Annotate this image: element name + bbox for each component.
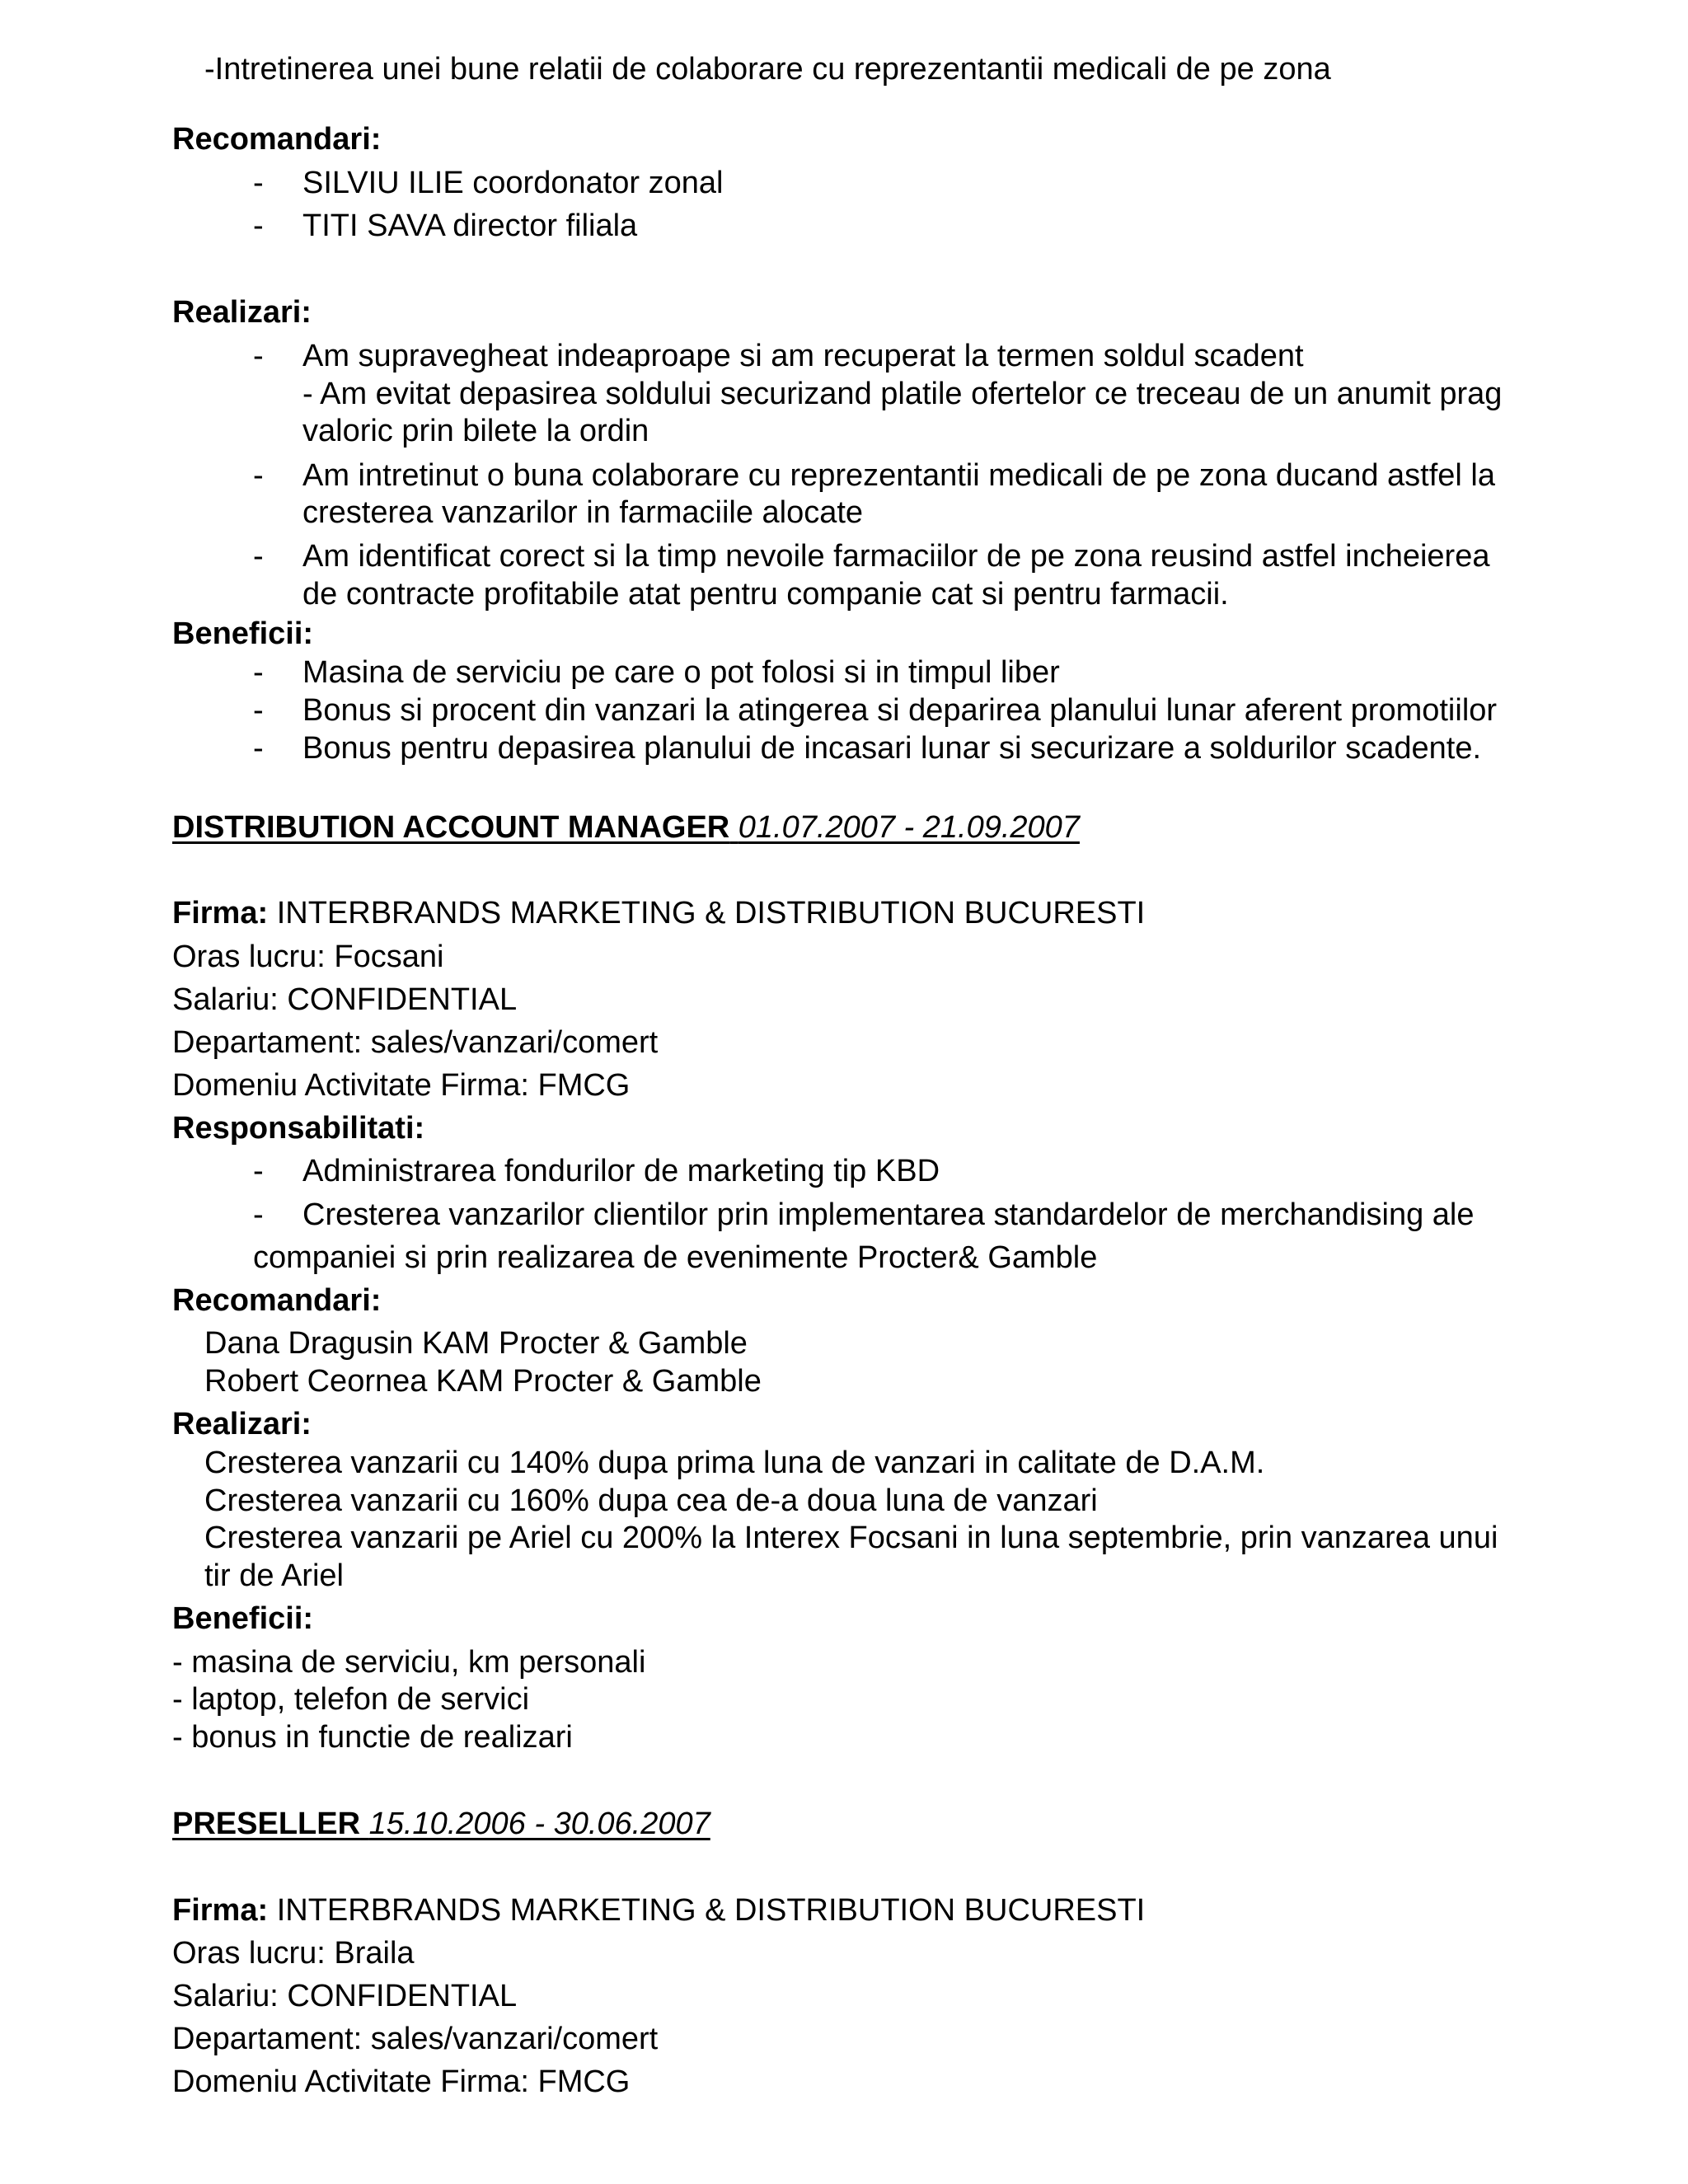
recomandare-item: SILVIU ILIE coordonator zonal [302,166,724,200]
job-title-line [172,1805,710,1843]
responsabilitate-item: Cresterea vanzarilor clientilor prin implementarea standardelor de merchandising ale [302,1197,1475,1232]
firma-value: INTERBRANDS MARKETING & DISTRIBUTION BUCURESTI [268,896,1146,930]
salariu-line: Salariu: CONFIDENTIAL [172,982,518,1017]
recomandare-item: Robert Ceornea KAM Procter & Gamble [204,1364,762,1399]
beneficii-heading: Beneficii: [172,616,314,651]
recomandare-item: TITI SAVA director filiala [302,209,638,243]
domeniu-line: Domeniu Activitate Firma: FMCG [172,2064,631,2099]
realizare-line: Am supravegheat indeaproape si am recuperat la termen soldul scadent [302,339,1304,373]
oras-line: Oras lucru: Focsani [172,940,444,974]
job-period: 01.07.2007 - 21.09.2007 [738,810,1080,845]
responsabilitate-item: companiei si prin realizarea de evenimente Procter& Gamble [253,1240,1098,1275]
realizari-heading: Realizari: [172,295,312,330]
recomandari-heading: Recomandari: [172,122,382,157]
firma-value: INTERBRANDS MARKETING & DISTRIBUTION BUCURESTI [268,1893,1146,1928]
realizare-line: valoric prin bilete la ordin [302,414,649,448]
job-period: 15.10.2006 - 30.06.2007 [368,1807,710,1841]
bullet-dash: - [253,166,264,200]
job-title: PRESELLER [172,1807,361,1841]
bullet-dash: - [253,209,264,243]
firma-label: Firma: [172,1893,269,1928]
realizare-line: de contracte profitabile atat pentru companie cat si pentru farmacii. [302,577,1229,612]
realizari-heading: Realizari: [172,1407,312,1441]
recomandare-item: Dana Dragusin KAM Procter & Gamble [204,1326,748,1361]
beneficiu-item: - laptop, telefon de servici [172,1682,530,1717]
realizare-line: Am identificat corect si la timp nevoile farmaciilor de pe zona reusind astfel incheierea [302,539,1490,574]
bullet-dash: - [253,731,264,766]
realizare-line: Cresterea vanzarii cu 140% dupa prima luna de vanzari in calitate de D.A.M. [204,1446,1265,1480]
domeniu-line: Domeniu Activitate Firma: FMCG [172,1068,631,1103]
bullet-dash: - [253,655,264,690]
bullet-dash: - [253,693,264,728]
realizare-line: Cresterea vanzarii pe Ariel cu 200% la Interex Focsani in luna septembrie, prin vanzarea unui [204,1521,1498,1555]
beneficiu-item: - masina de serviciu, km personali [172,1645,646,1680]
salariu-line: Salariu: CONFIDENTIAL [172,1979,518,2013]
job-title-line [172,808,1080,846]
bullet-dash: - [253,458,264,493]
realizare-line: - Am evitat depasirea soldului securizand platile ofertelor ce treceau de un anumit prag [302,377,1503,411]
realizare-line: cresterea vanzarilor in farmaciile alocate [302,495,864,530]
realizare-line: Am intretinut o buna colaborare cu reprezentantii medicali de pe zona ducand astfel la [302,458,1495,493]
firma-line [172,1891,1145,1929]
responsabilitati-heading: Responsabilitati: [172,1111,425,1146]
bullet-dash: - [253,1154,264,1188]
job-title: DISTRIBUTION ACCOUNT MANAGER [172,810,730,845]
beneficii-heading: Beneficii: [172,1601,314,1636]
bullet-dash: - [253,339,264,373]
beneficiu-item: Bonus pentru depasirea planului de incasari lunar si securizare a soldurilor scadente. [302,731,1482,766]
beneficiu-item: Masina de serviciu pe care o pot folosi si in timpul liber [302,655,1060,690]
beneficiu-item: - bonus in functie de realizari [172,1720,573,1755]
bullet-dash: - [253,539,264,574]
realizare-line: tir de Ariel [204,1558,344,1593]
firma-label: Firma: [172,896,269,930]
departament-line: Departament: sales/vanzari/comert [172,1025,659,1060]
responsabilitate-item: Administrarea fondurilor de marketing tip KBD [302,1154,940,1188]
realizare-line: Cresterea vanzarii cu 160% dupa cea de-a doua luna de vanzari [204,1483,1098,1518]
bullet-dash: - [253,1197,264,1232]
oras-line: Oras lucru: Braila [172,1936,415,1971]
firma-line [172,894,1145,932]
beneficiu-item: Bonus si procent din vanzari la atingerea si deparirea planului lunar aferent promotiilor [302,693,1498,728]
recomandari-heading: Recomandari: [172,1283,382,1318]
intro-line: -Intretinerea unei bune relatii de colaborare cu reprezentantii medicali de pe zona [204,52,1331,87]
departament-line: Departament: sales/vanzari/comert [172,2022,659,2056]
